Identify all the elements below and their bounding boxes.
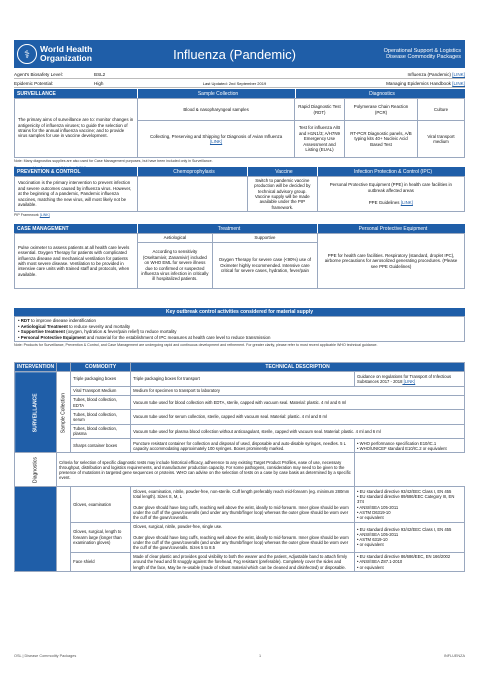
diagnostics-header: Diagnostics [369, 90, 395, 97]
blood-samples: Blood & nasopharyngeal samples [138, 99, 294, 121]
chemo-header: Chemoprophylaxis [138, 167, 248, 176]
ipc-text: Personal Protective Equipment (PPE) in health care facilities in outbreak affected areas [329, 182, 452, 193]
commodity-description: Gloves, examination, nitrile, powder-free, non-sterile. Cuff length preferably reach mid-forearm (eg. minimum 280mm total length). Sizes S, M, L Outer glove should have long cuffs, reaching well above the wrist, ideally to mid-forearm. Inner glove should be worn under the cuff of the gown/coveralls (and under any thumb/finger loop) whereas the outer glove should be worn over the cuff of the gown/coveralls. [131, 487, 355, 522]
shipping-guidance [138, 121, 294, 157]
footer-left: OSL | Disease Commodity Packages [14, 654, 77, 658]
org-line1: World Health [40, 44, 93, 54]
page-footer [14, 654, 465, 658]
culture-detail: Viral transport medium [427, 133, 455, 144]
table-row [15, 410, 465, 424]
table-row [15, 395, 465, 409]
commodity-name: Tubes, blood collection, serum [71, 410, 131, 424]
handbook-label: Managing Epidemics Handbook [386, 80, 451, 86]
commodity-name: Face shield [71, 552, 131, 572]
commodity-description: Vacuum tube used for plasma blood collection without anticoagulant, sterile, capped with vacuum seal. Material: plastic. 4 ml and 6 ml [131, 424, 465, 438]
prevention-body [14, 176, 465, 212]
case-management-section [14, 224, 465, 289]
meta-row-epidemic [14, 79, 465, 88]
ppe-text: PPE for health care facilities. Respiratory (standard, droplet IPC), airborne precautions for aerosolized generating procedures. (Please see PPE Guidelines) [324, 252, 458, 269]
ppe-guidelines-label: PPE Guidelines [368, 200, 400, 206]
table-row [15, 522, 465, 552]
case-management-header-bar [14, 224, 465, 233]
key-outbreak-item: • Aetiological Treatment to reduce severity and mortality [18, 323, 131, 329]
key-outbreak-item: • RDT to improve disease indentification [18, 318, 96, 323]
related-link[interactable]: [LINK] [452, 71, 465, 77]
diagnostics-text: Criteria for selection of specific diagnostic tests may include historical efficacy, adherence to any existing Target Product Profiles, ease of use, necessary throughput, distribution and logistics requirements, and manufacturer production capacity. For some pathogens, consideration may need to be given to the presence of mutations in targeted gene sequences or proteins. WHO can advise on the selection of tests on a case by case basis as determined by a specific event. [57, 453, 355, 487]
surveillance-label: SURVEILLANCE [15, 372, 57, 453]
ipc-header: Infection Protection & Control (IPC) [353, 168, 433, 175]
meta-row-biosafety [14, 70, 465, 79]
commodity-name: Gloves, surgical, length to forearm large (longer than examination gloves) [71, 522, 131, 552]
pcr-detail: RT-PCR Diagnostic panels, A/B typing kits 40+ Nucleic Acid Based Test [345, 121, 418, 157]
table-row [15, 552, 465, 572]
ipc-cell [318, 177, 464, 211]
key-outbreak-section [14, 305, 465, 349]
rdt-detail: Test for influenza A/B and H1N1/3; A/H7N9 Emergency Use Assessment and Listing (EUAL) [295, 121, 345, 157]
key-outbreak-title: Key outbreak control activities considered for material supply [14, 308, 465, 316]
etiological-text: According to sensitivity (Oseltamivir, Zanamivir) included on WHO EML for severe illness due to confirmed or suspected influenza virus infection in critically ill hospitalized patients. [138, 243, 213, 288]
page-title: Influenza (Pandemic) [173, 46, 296, 62]
commodity-standard: • WHO performance specification E10/IC.1 • WHO/UNICEF standard E10/IC.2 or equivalent [355, 439, 465, 453]
prevention-header-bar [14, 167, 465, 176]
case-management-title: CASE MANAGEMENT [14, 224, 138, 233]
related-label: Influenza (Pandemic) [407, 71, 451, 77]
commodity-description: Puncture resistant container for collection and disposal of used, disposable and auto-disable syringes, needles. 5 L capacity accommodating approximately 100 syringes. Boxes prominently marked. [131, 439, 355, 453]
commodity-description: Vacuum tube used for serum collection, sterile, capped with vacuum seal. Material: plastic. 4 ml and 8 ml [131, 410, 465, 424]
commodity-standard: Guidance on regulations for Transport of Infectious Substances 2017 - 2018 [LINK] [355, 372, 465, 386]
commodity-table [14, 362, 465, 572]
commodity-description: Medium for specimen to transport to laboratory [131, 386, 465, 395]
commodity-standard: • EU standard directive 93/42/EEC Class I, EN 455 • ANSI/ISEA 105-2011 • ASTM 6319-10 • or equivalent [355, 522, 465, 552]
vaccine-header: Vaccine [248, 167, 318, 176]
surveillance-section [14, 89, 465, 171]
supportive-header: Supportive [254, 235, 276, 241]
key-outbreak-note: Note: Products for Surveillance, Prevention & Control, and Case Management are undergoing rapid and continuous development and refinement. For greater clarity, please refer to most recent applicable WHO technical guidance. [14, 343, 378, 348]
commodity-description: Made of clear plastic and provides good visibility to both the wearer and the patient, Adjustable band to attach firmly around the head and fit snuggly against the forehead, Fog resistant (preferable). Completely cover the sides and length of the face, May be re-usable (made of robust material which can be cleaned and disinfected) or disposable. [131, 552, 355, 572]
prevention-title: PREVENTION & CONTROL [14, 167, 138, 176]
pip-row [14, 212, 465, 219]
table-row [15, 386, 465, 395]
key-outbreak-item: • Personal Protective Equipment and material for the establishment of IPC measures at health care level to reduce transmission [18, 334, 271, 340]
key-outbreak-item: • Supportive treatment (oxygen, hydration & fever/pain relief) to reduce mortality [18, 329, 177, 335]
pip-label: PIP Framework [14, 213, 39, 217]
meta-info [14, 70, 465, 88]
handbook-link[interactable]: [LINK] [452, 80, 465, 86]
col-intervention: INTERVENTION [15, 363, 57, 372]
surveillance-header-bar [14, 89, 465, 98]
prevention-text: Vaccination is the primary intervention to prevent infection and severe outcomes caused by influenza virus. However, at the beginning of a pandemic, Pandemic influenza vaccines, matching the new virus, will most likely not be available. [15, 177, 138, 211]
surveillance-text: The primary aims of surveillance are to: monitor changes in antigenicity of influenza viruses; to guide the selection of strains for the annual influenza vaccine; and to provide virus samples for use in vaccine development. [15, 99, 138, 157]
commodity-table-section [14, 362, 465, 572]
series-line2: Disease Commodity Packages [386, 54, 461, 60]
rdt-header: Rapid Diagnostic Test (RDT) [295, 99, 345, 120]
col-commodity: COMMODITY [71, 363, 131, 372]
commodity-name: Triple packaging boxes [71, 372, 131, 386]
commodity-description: Gloves, surgical, nitrile, powder-free, single use. Outer glove should have long cuffs, reaching well above the wrist, ideally to mid-forearm. Inner glove should be worn under the cuff of the gown/coveralls (and under any thumb/finger loop) whereas the outer glove should be worn over the cuff of the gown/coveralls. Sizes 5 to 8.5 [131, 522, 355, 552]
key-outbreak-list [14, 316, 465, 342]
handbook-link-row [315, 81, 465, 86]
commodity-standard: • EU standard directive 86/686/EEC, EN 166/2002 • ANSI/ISEA Z87.1-2010 • or equivalent [355, 552, 465, 572]
supportive-text: Oxygen Therapy for severe case (<90%) use of Oximeter highly recommended. Intensive care critical for severe cases, hydration, fever/pain [218, 257, 312, 274]
footer-right: INFLUENZA [443, 654, 465, 658]
case-management-text: Pulse oximeter to assess patients at all health care levels essential. Oxygen Therapy for patients with complicated influenza disease and mechanical ventilation for patients with most severe disease. Ventilation to be provided in intensive care units with trained staff and protocols, when available. [15, 234, 138, 288]
commodity-description: Vacuum tube used for blood collection with EDTA, sterile, capped with vacuum seal. Material: plastic. 4 ml and 6 ml [131, 395, 465, 409]
diagnostics-row [15, 453, 465, 487]
biosafety-value: BSL2 [94, 71, 106, 77]
who-logo [14, 44, 124, 64]
last-updated: Last Updated: 2nd September 2019 [202, 80, 267, 86]
commodity-name: Sharps container boxes [71, 439, 131, 453]
treatment-header: Treatment [138, 224, 318, 233]
case-management-body [14, 233, 465, 289]
biosafety-label: Agent's Biosafety Level: [14, 71, 63, 77]
series-line1: Operational Support & Logistics [383, 47, 461, 54]
surveillance-body [14, 98, 465, 158]
epidemic-label: Epidemic Potential: [14, 80, 54, 86]
ppe-guidelines-link[interactable]: [LINK] [400, 200, 413, 206]
prevention-section [14, 167, 465, 219]
commodity-name: Tubes, blood collection, EDTA [71, 395, 131, 409]
table-row [15, 424, 465, 438]
series-label [345, 48, 465, 61]
commodity-description: Triple packaging boxes for transport [131, 372, 355, 386]
sample-collection-label: Sample Collection [57, 372, 71, 453]
commodity-name: Tubes, blood collection, plasma [71, 424, 131, 438]
sample-collection-header: Sample Collection [138, 89, 296, 98]
footer-page: 1 [259, 654, 262, 658]
standard-link[interactable]: [LINK] [402, 378, 416, 384]
who-emblem-icon: ⚕ [17, 44, 37, 64]
culture-header: Culture [433, 106, 449, 112]
table-row [15, 439, 465, 453]
chemo-cell [138, 177, 248, 211]
org-line2: Organization [40, 53, 92, 63]
commodity-standard: • EU standard directive 93/42/EEC Class I, EN 455 • EU standard directive 89/686/EEC Category III, EN 374 • ANSI/ISEA 105-2011 • ASTM D6319-10 • or equivalent [355, 487, 465, 522]
vaccine-text: Switch to pandemic vaccine production will be decided by technical advisory group. Vaccine supply will be made available under the PIP framework. [248, 177, 318, 211]
pip-link[interactable]: [LINK] [39, 213, 50, 217]
commodity-name: Gloves, examination [71, 487, 131, 522]
epidemic-value: High [94, 80, 104, 86]
commodity-name: Viral Transport Medium [71, 386, 131, 395]
pcr-header: Polymerase Chain Reaction (PCR) [345, 99, 418, 120]
shipping-text: Collecting, Preserving and Shipping for Diagnosis of Avian Influenza [149, 133, 283, 139]
shipping-link[interactable]: [LINK] [209, 139, 223, 144]
surveillance-title: SURVEILLANCE [14, 89, 138, 98]
ppe-subgroup-cell [57, 487, 71, 572]
etiological-header: Aetiological [138, 234, 213, 242]
related-link-row [315, 72, 465, 77]
surveillance-note: Note: Many diagnostics supplies are also used for Case Management purposes, but have been included only in Surveillance. [14, 159, 213, 163]
table-row [15, 487, 465, 522]
table-row [15, 372, 465, 386]
ppe-intervention-cell [15, 487, 57, 572]
document-header [14, 40, 465, 68]
diagnostics-label: Diagnostics [15, 453, 57, 487]
ppe-header: Personal Protective Equipment [358, 225, 428, 232]
col-technical: TECHNICAL DESCRIPTION [131, 363, 465, 372]
